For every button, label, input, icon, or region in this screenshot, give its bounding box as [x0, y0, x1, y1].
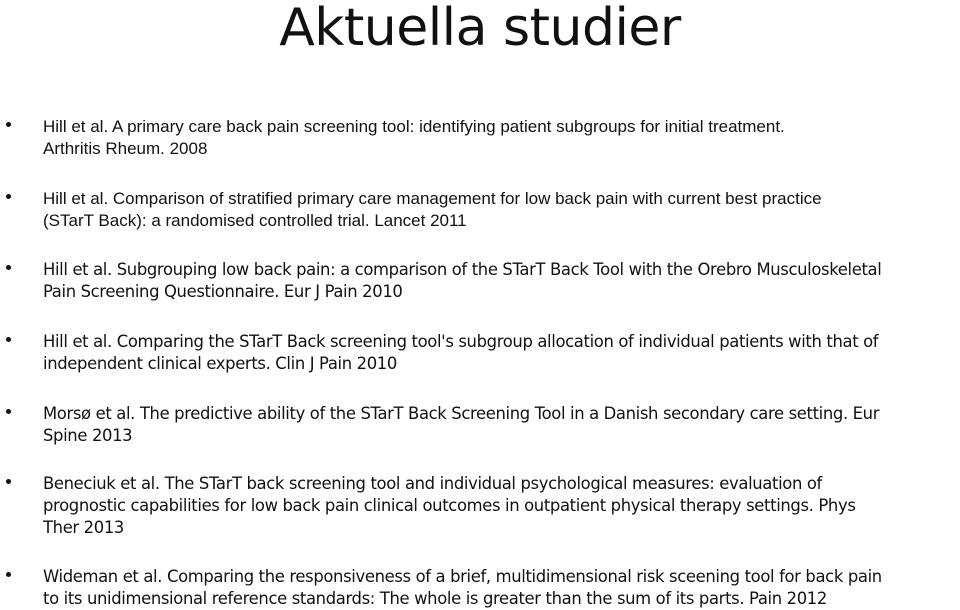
reference-text	[43, 188, 958, 232]
reference-text	[43, 473, 958, 539]
reference-line: Hill et al. Comparison of stratified primary care management for low back pain with current best practice	[43, 189, 822, 208]
reference-line: prognostic capabilities for low back pain clinical outcomes in outpatient physical therapy settings. Phys	[43, 496, 856, 515]
reference-line: Hill et al. Subgrouping low back pain: a comparison of the STarT Back Tool with the Orebro Musculoskeletal	[43, 260, 882, 279]
bullet-icon	[6, 572, 11, 577]
bullet-icon	[6, 479, 11, 484]
bullet-icon	[6, 337, 11, 342]
reference-line: to its unidimensional reference standards: The whole is greater than the sum of its parts. Pain 2012	[43, 589, 827, 608]
reference-line: Arthritis Rheum. 2008	[43, 139, 208, 158]
reference-text	[43, 331, 958, 375]
reference-line: independent clinical experts. Clin J Pain 2010	[43, 354, 397, 373]
reference-line: Morsø et al. The predictive ability of the STarT Back Screening Tool in a Danish secondary care setting. Eur	[43, 404, 880, 423]
reference-text	[43, 403, 958, 447]
bullet-icon	[6, 265, 11, 270]
slide-title: Aktuella studier	[279, 0, 681, 58]
reference-line: Spine 2013	[43, 426, 133, 445]
bullet-icon	[6, 194, 11, 199]
bullet-icon	[6, 409, 11, 414]
reference-text	[43, 566, 958, 610]
reference-line: Pain Screening Questionnaire. Eur J Pain 2010	[43, 282, 403, 301]
reference-line: Ther 2013	[43, 518, 124, 537]
reference-line: Wideman et al. Comparing the responsiveness of a brief, multidimensional risk sceening tool for back pain	[43, 567, 882, 586]
reference-line: (STarT Back): a randomised controlled trial. Lancet 2011	[43, 211, 467, 230]
reference-line: Hill et al. Comparing the STarT Back screening tool's subgroup allocation of individual patients with that of	[43, 332, 879, 351]
reference-text	[43, 116, 958, 160]
reference-text	[43, 259, 958, 303]
reference-line: Beneciuk et al. The STarT back screening tool and individual psychological measures: evaluation of	[43, 474, 822, 493]
bullet-icon	[6, 122, 11, 127]
reference-line: Hill et al. A primary care back pain screening tool: identifying patient subgroups for initial treatment.	[43, 117, 785, 136]
